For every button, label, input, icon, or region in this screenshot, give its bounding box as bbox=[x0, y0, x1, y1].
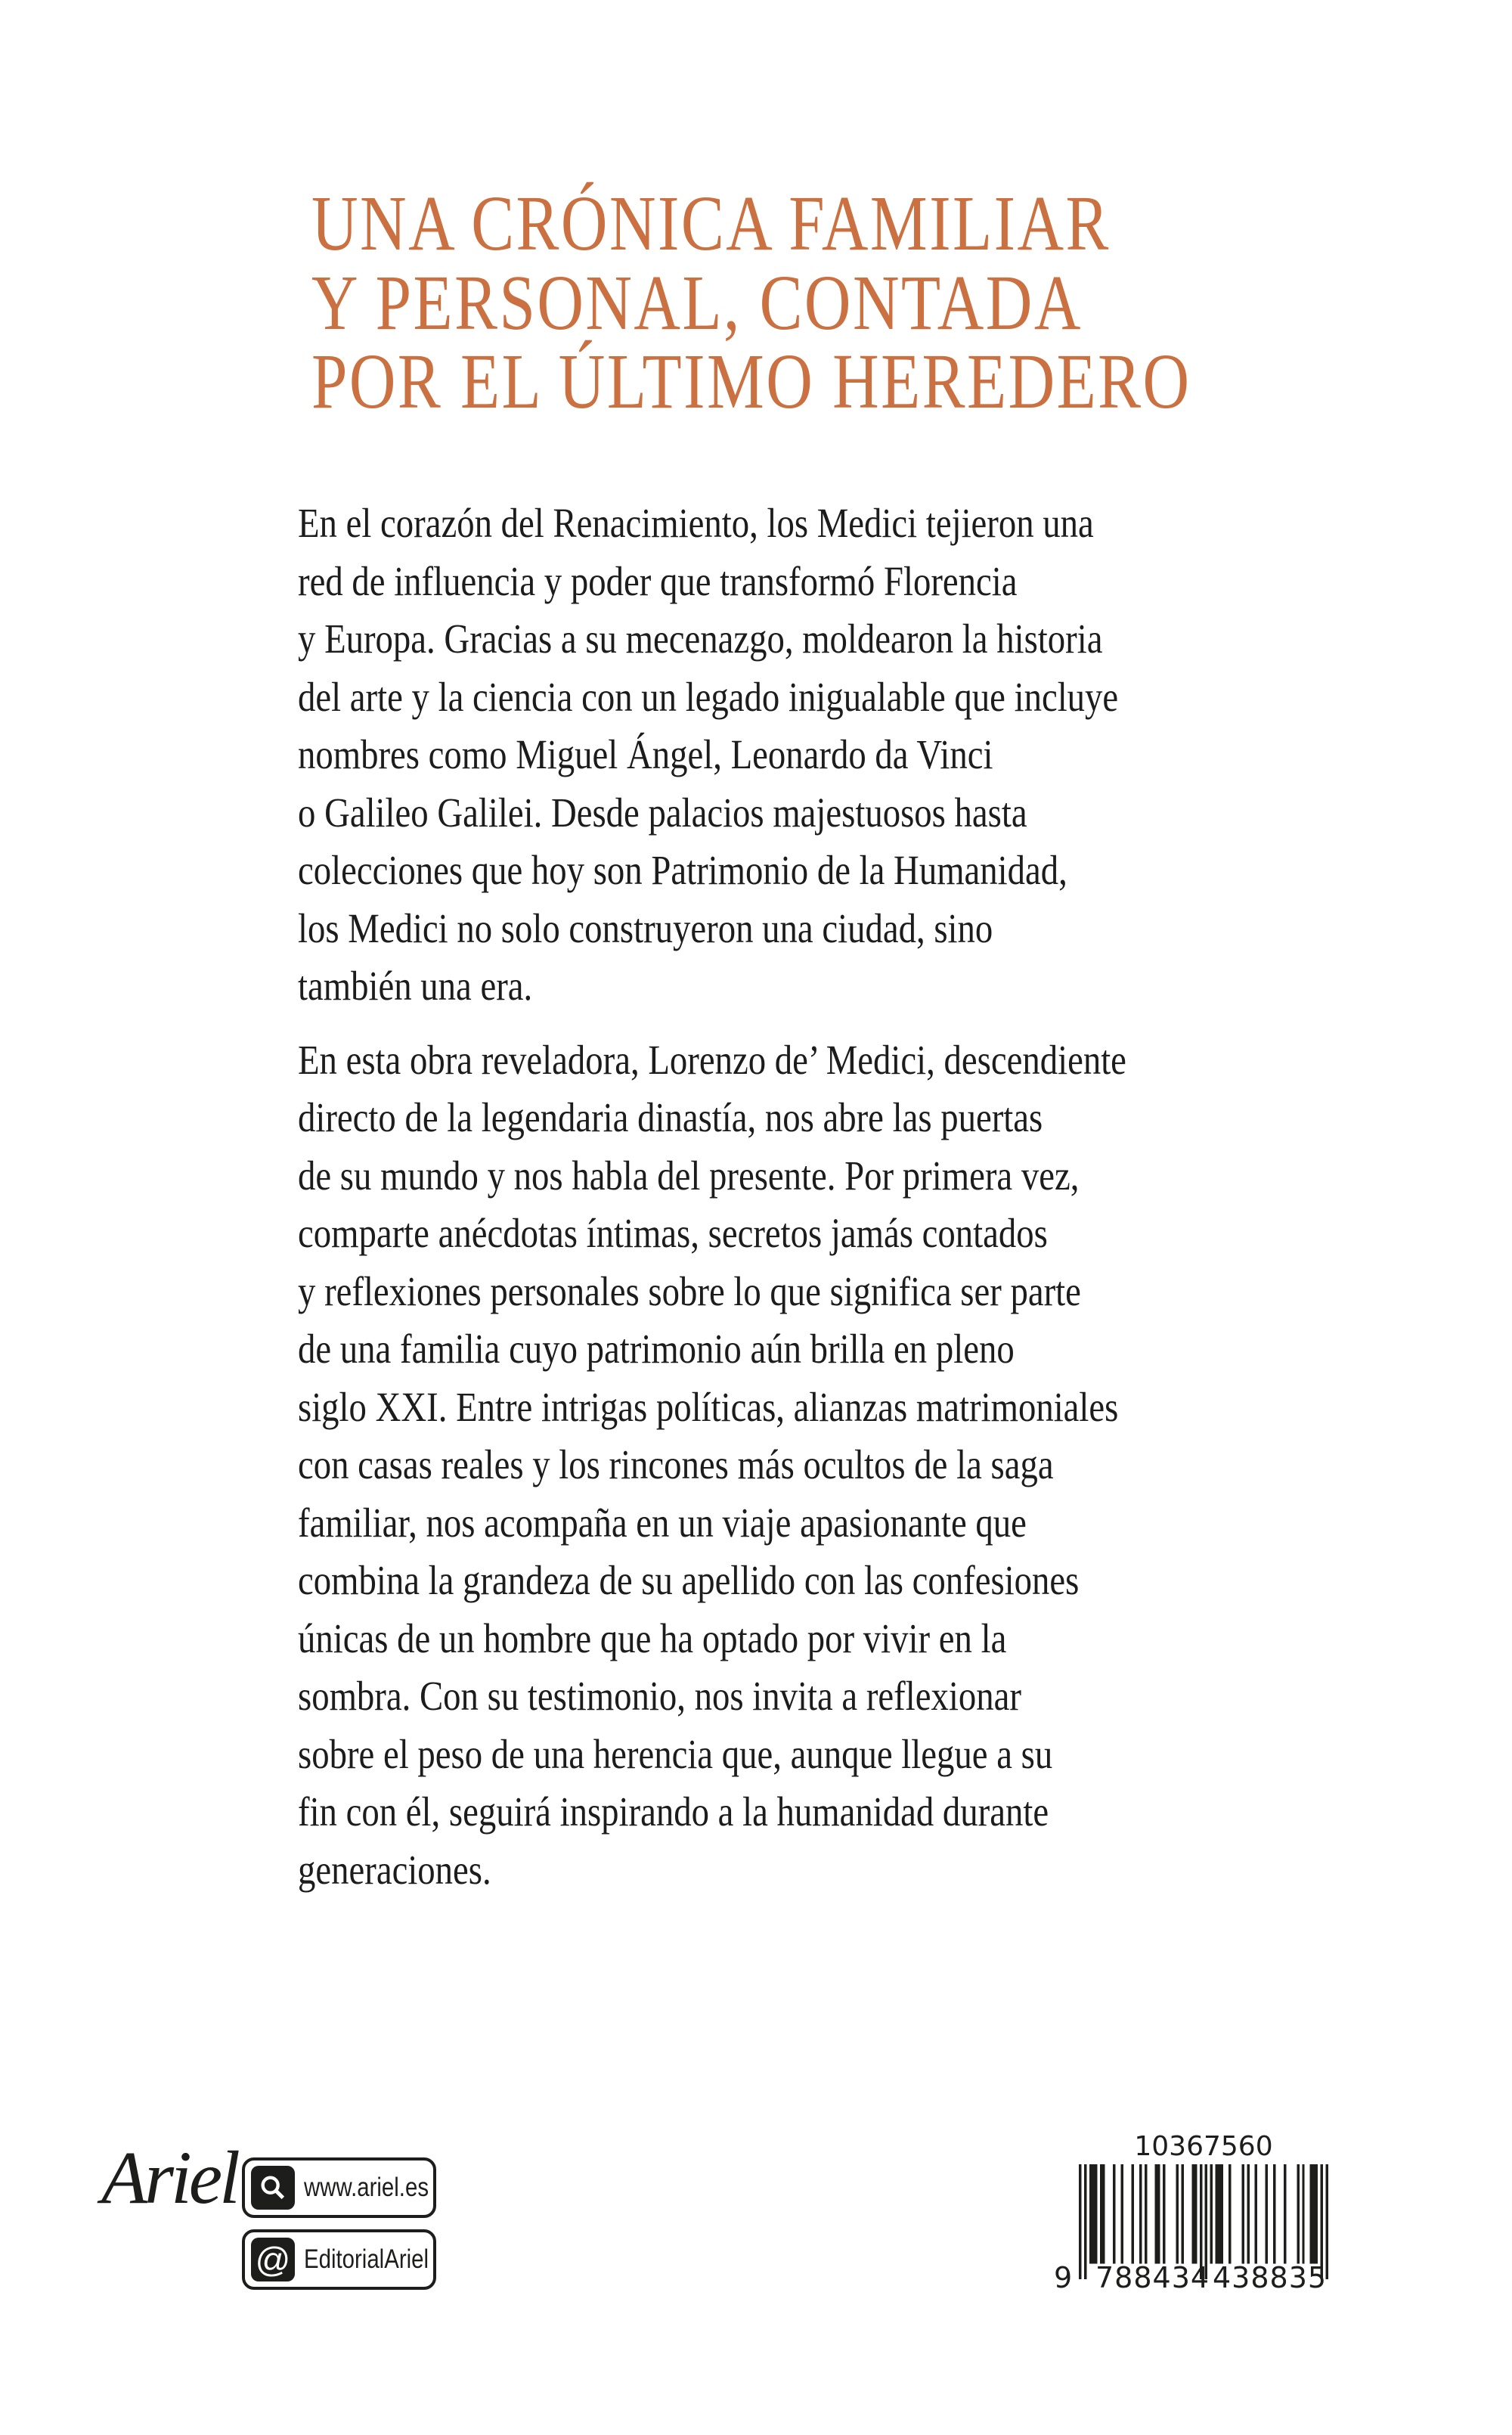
text-line: del arte y la ciencia con un legado inigualable que incluye bbox=[298, 673, 1119, 720]
text-line: combina la grandeza de su apellido con las confesiones bbox=[298, 1557, 1080, 1603]
text-line: o Galileo Galilei. Desde palacios majestuosos hasta bbox=[298, 789, 1027, 836]
text-line: Y PERSONAL, CONTADA bbox=[311, 259, 1083, 346]
text-line: únicas de un hombre que ha optado por vivir en la bbox=[298, 1615, 1007, 1661]
paragraph-1 bbox=[298, 495, 1126, 1016]
text-line: sobre el peso de una herencia que, aunque llegue a su bbox=[298, 1730, 1053, 1777]
text-line: fin con él, seguirá inspirando a la humanidad durante bbox=[298, 1788, 1049, 1835]
text-line: comparte anécdotas íntimas, secretos jamás contados bbox=[298, 1210, 1048, 1256]
text-line: familiar, nos acompaña en un viaje apasionante que bbox=[298, 1499, 1027, 1546]
barcode-digit-group: 788434 bbox=[1095, 2261, 1210, 2294]
barcode-digit-group: 438835 bbox=[1213, 2261, 1328, 2294]
text-line: En el corazón del Renacimiento, los Medici tejieron una bbox=[298, 500, 1094, 546]
text-line: red de influencia y poder que transformó Florencia bbox=[298, 557, 1018, 604]
social-handle-box bbox=[242, 2229, 436, 2290]
at-icon: @ bbox=[251, 2238, 295, 2281]
headline bbox=[311, 180, 1191, 425]
barcode-top-number: 10367560 bbox=[1134, 2131, 1273, 2162]
text-line: sombra. Con su testimonio, nos invita a reflexionar bbox=[298, 1673, 1021, 1719]
text-line: los Medici no solo construyeron una ciudad, sino bbox=[298, 904, 993, 951]
text-line: En esta obra reveladora, Lorenzo de’ Medici, descendiente bbox=[298, 1036, 1126, 1083]
text-line: de su mundo y nos habla del presente. Por primera vez, bbox=[298, 1152, 1080, 1199]
website-box bbox=[242, 2157, 436, 2218]
text-line: colecciones que hoy son Patrimonio de la Humanidad, bbox=[298, 847, 1067, 893]
barcode-digit-group: 9 bbox=[1054, 2261, 1074, 2294]
social-handle-label: EditorialAriel bbox=[304, 2244, 429, 2274]
text-line: de una familia cuyo patrimonio aún brilla en pleno bbox=[298, 1326, 1015, 1372]
text-line: y Europa. Gracias a su mecenazgo, moldearon la historia bbox=[298, 616, 1103, 662]
ariel-publisher-logo: Ariel bbox=[101, 2136, 237, 2219]
text-line: POR EL ÚLTIMO HEREDERO bbox=[311, 338, 1191, 425]
text-line: nombres como Miguel Ángel, Leonardo da Vinci bbox=[298, 731, 993, 777]
publisher-links bbox=[242, 2157, 436, 2290]
search-icon bbox=[251, 2166, 295, 2210]
text-line: UNA CRÓNICA FAMILIAR bbox=[311, 180, 1111, 267]
text-line: y reflexiones personales sobre lo que significa ser parte bbox=[298, 1267, 1081, 1314]
text-line: directo de la legendaria dinastía, nos abre las puertas bbox=[298, 1094, 1043, 1140]
text-line: siglo XXI. Entre intrigas políticas, alianzas matrimoniales bbox=[298, 1383, 1119, 1430]
text-line: también una era. bbox=[298, 963, 533, 1009]
paragraph-2 bbox=[298, 1031, 1126, 1900]
back-cover-text bbox=[298, 495, 1126, 1899]
text-line: generaciones. bbox=[298, 1846, 491, 1893]
website-label: www.ariel.es bbox=[304, 2173, 429, 2202]
text-line: con casas reales y los rincones más ocultos de la saga bbox=[298, 1441, 1054, 1487]
